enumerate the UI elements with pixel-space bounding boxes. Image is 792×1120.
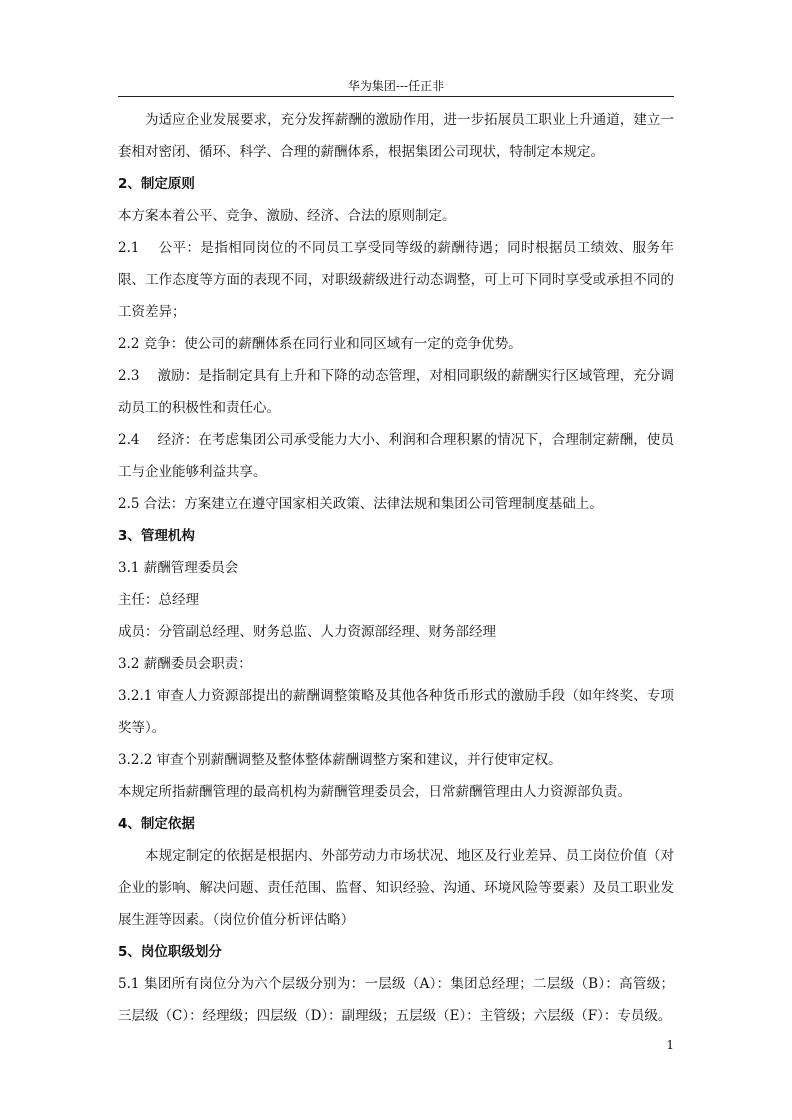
basis-paragraph: 本规定制定的依据是根据内、外部劳动力市场状况、地区及行业差异、员工岗位价值（对企业的影响、解决问题、责任范围、监督、知识经验、沟通、环境风险等要素）及员工职业发展生涯等因素。（岗位价值分析评估略） <box>118 848 674 928</box>
clause-3-1: 3.1 薪酬管理委员会 <box>118 560 239 576</box>
page-header: 华为集团---任正非 <box>347 79 445 93</box>
clause-2-1: 2.1 公平：是指相同岗位的不同员工享受同等级的薪酬待遇；同时根据员工绩效、服务年限、工作态度等方面的表现不同，对职级薪级进行动态调整，可上可下同时享受或承担不同的工资差异； <box>118 240 674 320</box>
principle-intro: 本方案本着公平、竞争、激励、经济、合法的原则制定。 <box>118 208 456 224</box>
section-heading-3: 3、管理机构 <box>118 528 195 544</box>
section-heading-4: 4、制定依据 <box>118 816 195 832</box>
clause-2-3: 2.3 激励：是指制定具有上升和下降的动态管理，对相同职级的薪酬实行区域管理，充分调动员工的积极性和责任心。 <box>118 368 674 416</box>
clause-3-2-1: 3.2.1 审查人力资源部提出的薪酬调整策略及其他各种货币形式的激励手段（如年终奖、专项奖等）。 <box>118 688 674 736</box>
committee-members: 成员：分管副总经理、财务总监、人力资源部经理、财务部经理 <box>118 624 496 640</box>
section-heading-5: 5、岗位职级划分 <box>118 944 222 960</box>
clause-5-1: 5.1 集团所有岗位分为六个层级分别为：一层级（A）：集团总经理；二层级（B）：高管级；三层级（C）：经理级；四层级（D）：副理级；五层级（E）：主管级；六层级（F）：专员级。 <box>118 976 674 1024</box>
clause-2-5: 2.5 合法：方案建立在遵守国家相关政策、法律法规和集团公司管理制度基础上。 <box>118 496 603 512</box>
section-heading-2: 2、制定原则 <box>118 176 195 192</box>
clause-2-4: 2.4 经济：在考虑集团公司承受能力大小、利润和合理积累的情况下，合理制定薪酬，使员工与企业能够利益共享。 <box>118 432 674 480</box>
intro-paragraph: 为适应企业发展要求，充分发挥薪酬的激励作用，进一步拓展员工职业上升通道，建立一套相对密闭、循环、科学、合理的薪酬体系，根据集团公司现状，特制定本规定。 <box>118 112 674 160</box>
header-rule <box>118 96 674 97</box>
clause-2-2: 2.2 竞争：使公司的薪酬体系在同行业和同区域有一定的竞争优势。 <box>118 336 522 352</box>
committee-head: 主任：总经理 <box>118 592 199 608</box>
page-number: 1 <box>666 1038 674 1052</box>
clause-3-2: 3.2 薪酬委员会职责： <box>118 656 252 672</box>
committee-note: 本规定所指薪酬管理的最高机构为薪酬管理委员会，日常薪酬管理由人力资源部负责。 <box>118 784 631 800</box>
clause-3-2-2: 3.2.2 审查个别薪酬调整及整体整体薪酬调整方案和建议，并行使审定权。 <box>118 752 562 768</box>
document-body <box>118 104 674 1032</box>
